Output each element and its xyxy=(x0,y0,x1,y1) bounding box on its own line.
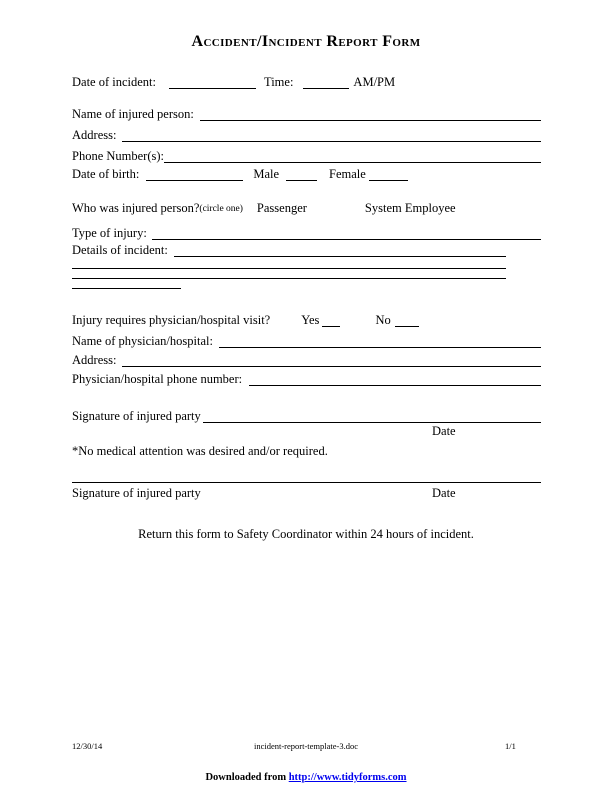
option-system-employee[interactable]: System Employee xyxy=(364,201,456,215)
injury-type-blank[interactable] xyxy=(152,239,541,240)
ampm-label: AM/PM xyxy=(353,75,396,89)
date-of-incident-label: Date of incident: xyxy=(72,75,156,89)
physician-address-row xyxy=(72,352,541,367)
downloaded-line xyxy=(0,772,612,783)
time-label: Time: xyxy=(264,75,294,89)
signature2-blank[interactable] xyxy=(72,482,541,483)
injured-name-label: Name of injured person: xyxy=(72,107,194,121)
physician-address-blank[interactable] xyxy=(122,366,541,367)
date-of-incident-blank[interactable] xyxy=(169,88,256,89)
signature1-row xyxy=(72,408,541,423)
male-label[interactable]: Male xyxy=(253,167,280,181)
physician-name-blank[interactable] xyxy=(219,347,541,348)
footer-page-number: 1/1 xyxy=(505,741,516,751)
no-blank[interactable] xyxy=(395,326,419,327)
male-blank[interactable] xyxy=(286,180,317,181)
injured-address-label: Address: xyxy=(72,128,117,142)
signature2-label: Signature of injured party xyxy=(72,486,201,500)
circle-one-label: (circle one) xyxy=(199,204,243,214)
physician-name-row xyxy=(72,333,541,348)
female-blank[interactable] xyxy=(369,180,408,181)
physician-name-label: Name of physician/hospital: xyxy=(72,334,213,348)
physician-visit-row xyxy=(72,312,541,327)
details-blank-3[interactable] xyxy=(72,278,506,279)
injured-phone-row xyxy=(72,148,541,163)
time-blank[interactable] xyxy=(303,88,349,89)
dob-row xyxy=(72,166,541,181)
form-title: Accident/Incident Report Form xyxy=(191,33,421,50)
no-medical-note: *No medical attention was desired and/or required. xyxy=(72,444,328,458)
no-label[interactable]: No xyxy=(375,313,391,327)
injured-address-blank[interactable] xyxy=(122,141,541,142)
dob-blank[interactable] xyxy=(146,180,243,181)
details-label: Details of incident: xyxy=(72,243,168,257)
incident-date-row xyxy=(72,74,541,89)
signature1-label: Signature of injured party xyxy=(72,409,201,423)
footer-filename: incident-report-template-3.doc xyxy=(253,741,359,751)
yes-label[interactable]: Yes xyxy=(301,313,320,327)
injured-phone-label: Phone Number(s): xyxy=(72,149,164,163)
signature2-date-label: Date xyxy=(432,486,456,500)
injury-type-label: Type of injury: xyxy=(72,226,147,240)
injured-name-blank[interactable] xyxy=(200,120,541,121)
yes-blank[interactable] xyxy=(322,326,340,327)
injury-type-row xyxy=(72,225,541,240)
details-blank-1[interactable] xyxy=(174,256,506,257)
signature1-blank[interactable] xyxy=(203,422,541,423)
details-blank-4[interactable] xyxy=(72,288,181,289)
option-passenger[interactable]: Passenger xyxy=(256,201,307,215)
physician-address-label: Address: xyxy=(72,353,117,367)
injured-name-row xyxy=(72,106,541,121)
female-label[interactable]: Female xyxy=(329,167,366,181)
details-row xyxy=(72,242,506,257)
return-note: Return this form to Safety Coordinator within 24 hours of incident. xyxy=(138,527,474,541)
details-blank-2[interactable] xyxy=(72,268,506,269)
physician-phone-blank[interactable] xyxy=(249,385,541,386)
who-injured-row xyxy=(72,200,541,215)
injured-address-row xyxy=(72,127,541,142)
physician-visit-label: Injury requires physician/hospital visit? xyxy=(72,313,271,327)
downloaded-prefix: Downloaded from xyxy=(205,772,289,783)
tidyforms-link[interactable]: http://www.tidyforms.com xyxy=(288,772,407,783)
physician-phone-row xyxy=(72,371,541,386)
injured-phone-blank[interactable] xyxy=(164,162,541,163)
signature1-date-label: Date xyxy=(432,424,456,438)
dob-label: Date of birth: xyxy=(72,167,140,181)
footer-date: 12/30/14 xyxy=(72,741,103,751)
physician-phone-label: Physician/hospital phone number: xyxy=(72,372,243,386)
who-injured-label: Who was injured person? xyxy=(72,201,200,215)
